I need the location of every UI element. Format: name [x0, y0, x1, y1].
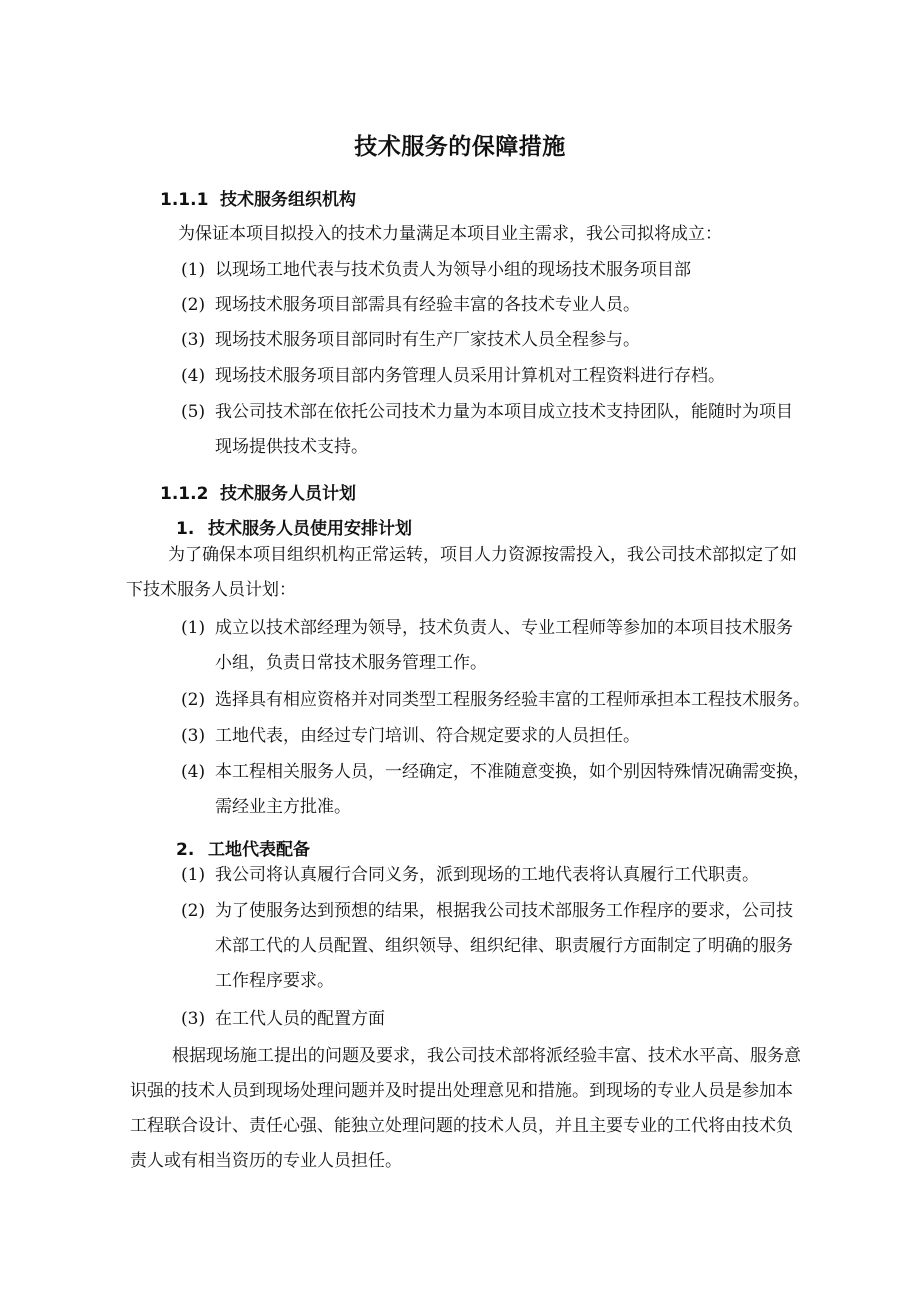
subsection-heading-1: [176, 514, 412, 539]
list-item-text-line2: 现场提供技术支持。: [215, 437, 368, 457]
list-item-text: 我公司将认真履行合同义务，派到现场的工地代表将认真履行工代职责。: [215, 865, 759, 885]
list-item-text-line1: 为了使服务达到预想的结果，根据我公司技术部服务工作程序的要求，公司技: [215, 901, 793, 921]
subsection-title: 工地代表配备: [208, 840, 310, 860]
list-item-label: (1): [181, 618, 206, 638]
section-heading-1-1-2: [160, 479, 356, 504]
list-item-text-line1: 本工程相关服务人员，一经确定，不准随意变换，如个别因特殊情况确需变换，: [215, 762, 810, 782]
list-item: [181, 611, 861, 681]
paragraph-line: 根据现场施工提出的问题及要求，我公司技术部将派经验丰富、技术水平高、服务意: [172, 1046, 801, 1066]
list-item-text: 现场技术服务项目部内务管理人员采用计算机对工程资料进行存档。: [215, 366, 725, 386]
list-item-label: (3): [181, 1009, 206, 1029]
list-item-text-line2: 需经业主方批准。: [215, 797, 351, 817]
list-item-label: (3): [181, 330, 206, 350]
intro-line2: 下技术服务人员计划：: [126, 580, 296, 600]
subsection-number: 1.: [176, 519, 195, 539]
list-item-text: 选择具有相应资格并对同类型工程服务经验丰富的工程师承担本工程技术服务。: [215, 690, 810, 710]
list-item-label: (4): [181, 366, 206, 386]
list-item-text-line2: 术部工代的人员配置、组织领导、组织纪律、职责履行方面制定了明确的服务: [215, 936, 793, 956]
list-item-label: (2): [181, 690, 206, 710]
section-number: 1.1.1: [160, 190, 209, 210]
list-item-text: 在工代人员的配置方面: [215, 1009, 385, 1029]
list-item-label: (5): [181, 402, 206, 422]
list-item: [181, 359, 861, 394]
list-item: [181, 1002, 861, 1037]
list-item: [181, 288, 861, 323]
list-item-label: (4): [181, 762, 206, 782]
section-intro: 为保证本项目拟投入的技术力量满足本项目业主需求，我公司拟将成立：: [178, 224, 722, 244]
section-heading-1-1-1: [160, 185, 356, 210]
list-item-text-line1: 我公司技术部在依托公司技术力量为本项目成立技术支持团队，能随时为项目: [215, 402, 793, 422]
paragraph-line: 工程联合设计、责任心强、能独立处理问题的技术人员，并且主要专业的工代将由技术负: [130, 1116, 793, 1136]
list-item-label: (2): [181, 295, 206, 315]
list-item: [181, 755, 861, 825]
list-item-label: (1): [181, 865, 206, 885]
list-item: [181, 894, 861, 999]
section-title: 技术服务组织机构: [220, 190, 356, 210]
list-item-text: 现场技术服务项目部同时有生产厂家技术人员全程参与。: [215, 330, 640, 350]
page-title: 技术服务的保障措施: [354, 134, 566, 160]
list-item: [181, 323, 861, 358]
list-item: [181, 253, 861, 288]
subsection-heading-2: [176, 835, 310, 860]
closing-paragraph: [130, 1039, 860, 1179]
list-item-text: 工地代表，由经过专门培训、符合规定要求的人员担任。: [215, 726, 640, 746]
section-title: 技术服务人员计划: [220, 484, 356, 504]
list-item: [181, 858, 861, 893]
paragraph-line: 识强的技术人员到现场处理问题并及时提出处理意见和措施。到现场的专业人员是参加本: [130, 1081, 793, 1101]
list-item-text-line3: 工作程序要求。: [215, 971, 334, 991]
intro-line1: 为了确保本项目组织机构正常运转，项目人力资源按需投入，我公司技术部拟定了如: [168, 545, 797, 565]
list-item-text-line2: 小组，负责日常技术服务管理工作。: [215, 653, 487, 673]
list-item: [181, 683, 861, 718]
subsection-title: 技术服务人员使用安排计划: [208, 519, 412, 539]
list-item-label: (1): [181, 260, 206, 280]
paragraph-line: 责人或有相当资历的专业人员担任。: [130, 1151, 402, 1171]
list-item: [181, 719, 861, 754]
list-item-text-line1: 成立以技术部经理为领导，技术负责人、专业工程师等参加的本项目技术服务: [215, 618, 793, 638]
list-item-label: (2): [181, 901, 206, 921]
subsection-intro: [126, 538, 797, 608]
list-item-text: 以现场工地代表与技术负责人为领导小组的现场技术服务项目部: [215, 260, 691, 280]
list-item-text: 现场技术服务项目部需具有经验丰富的各技术专业人员。: [215, 295, 640, 315]
list-item: [181, 395, 861, 465]
section-number: 1.1.2: [160, 484, 209, 504]
list-item-label: (3): [181, 726, 206, 746]
subsection-number: 2.: [176, 840, 195, 860]
